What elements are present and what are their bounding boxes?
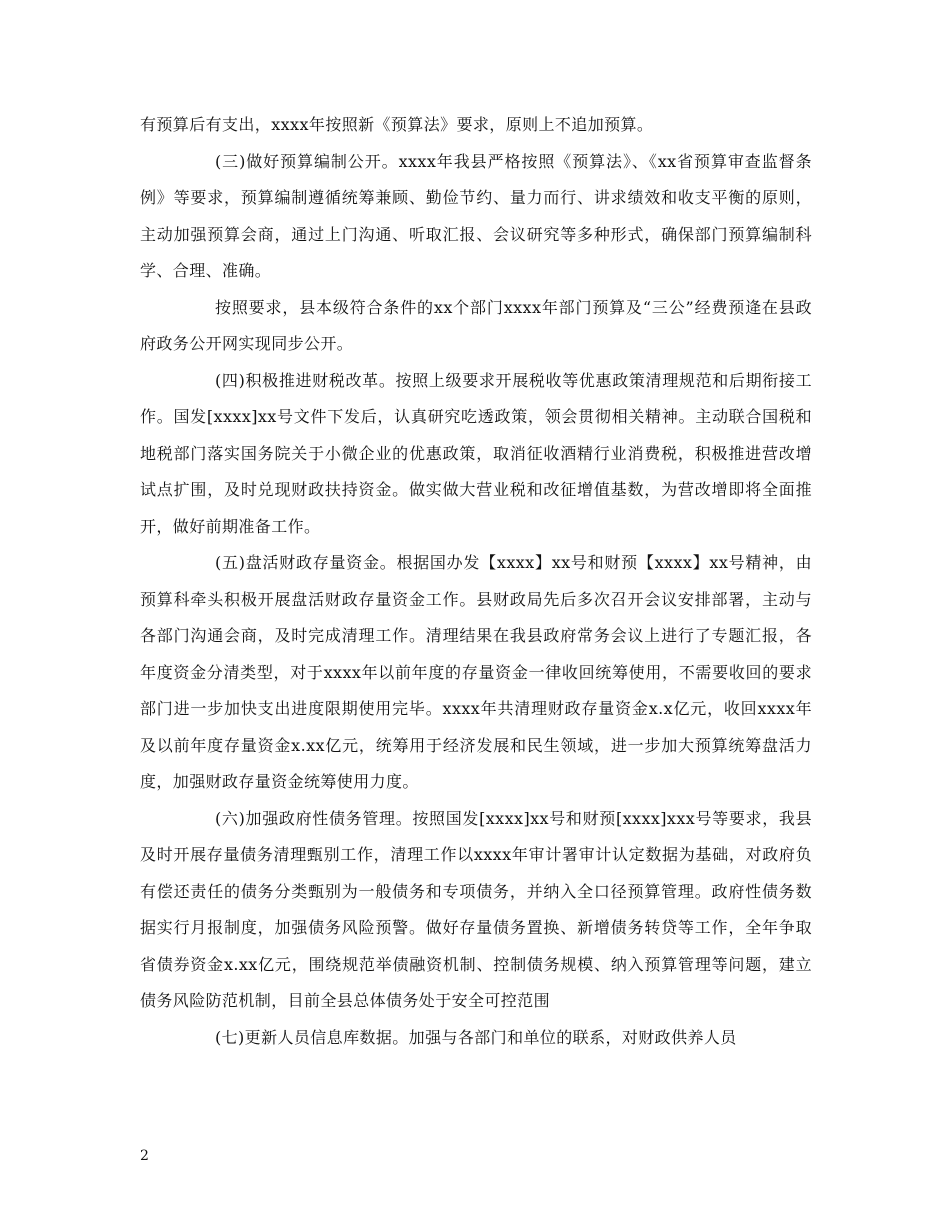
paragraph-continuation: 有预算后有支出，xxxx年按照新《预算法》要求，原则上不追加预算。 (140, 115, 654, 134)
page-number: 2 (140, 1148, 149, 1164)
paragraph-tax-reform: (四)积极推进财税改革。按照上级要求开展税收等优惠政策清理规范和后期衔接工作。国发[xxxx]xx号文件下发后，认真研究吃透政策，领会贯彻相关精神。主动联合国税和地税部门落实国务院关于小微企业的优惠政策，取消征收酒精行业消费税，积极推进营改增试点扩围，及时兑现财政扶持资金。做实做大营业税和改征增值基数，为营改增即将全面推开，做好前期准备工作。 (140, 370, 812, 536)
document-body (140, 107, 812, 1056)
paragraph-idle-funds: (五)盘活财政存量资金。根据国办发【xxxx】xx号和财预【xxxx】xx号精神，由预算科牵头积极开展盘活财政存量资金工作。县财政局先后多次召开会议安排部署，主动与各部门沟通会商，及时完成清理工作。清理结果在我县政府常务会议上进行了专题汇报，各年度资金分清类型，对于xxxx年以前年度的存量资金一律收回统筹使用，不需要收回的要求部门进一步加快支出进度限期使用完毕。xxxx年共清理财政存量资金x.x亿元，收回xxxx年及以前年度存量资金x.xx亿元，统筹用于经济发展和民生领域，进一步加大预算统筹盘活力度，加强财政存量资金统筹使用力度。 (140, 553, 812, 791)
paragraph-personnel-database: (七)更新人员信息库数据。加强与各部门和单位的联系，对财政供养人员 (215, 1027, 737, 1047)
paragraph-debt-management: (六)加强政府性债务管理。按照国发[xxxx]xx号和财预[xxxx]xxx号等要求，我县及时开展存量债务清理甄别工作，清理工作以xxxx年审计署审计认定数据为基础，对政府负有偿还责任的债务分类甄别为一般债务和专项债务，并纳入全口径预算管理。政府性债务数据实行月报制度，加强债务风险预警。做好存量债务置换、新增债务转贷等工作，全年争取省债券资金x.xx亿元，围绕规范举债融资机制、控制债务规模、纳入预算管理等问题，建立债务风险防范机制，目前全县总体债务处于安全可控范围 (140, 808, 812, 1010)
paragraph-budget-publicity: (三)做好预算编制公开。xxxx年我县严格按照《预算法》、《xx省预算审查监督条例》等要求，预算编制遵循统筹兼顾、勤俭节约、量力而行、讲求绩效和收支平衡的原则，主动加强预算会商，通过上门沟通、听取汇报、会议研究等多种形式，确保部门预算编制科学、合理、准确。 (140, 151, 812, 280)
paragraph-department-disclosure: 按照要求，县本级符合条件的xx个部门xxxx年部门预算及“三公”经费预逄在县政府政务公开网实现同步公开。 (140, 297, 812, 353)
